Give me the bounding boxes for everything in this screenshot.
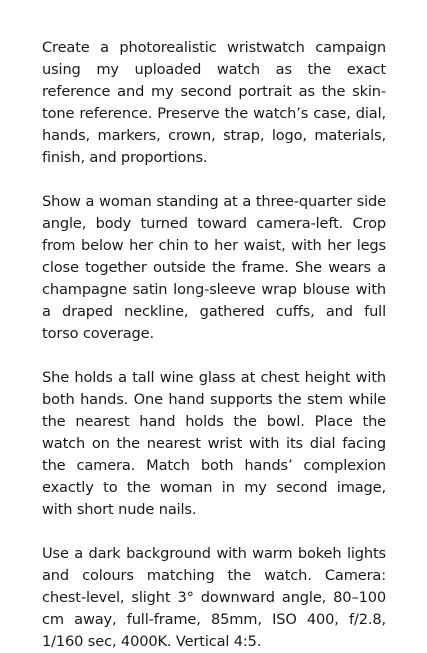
paragraph-hands-glass: She holds a tall wine glass at chest height with both hands. One hand supports the stem while the nearest hand holds the bowl. Place the watch on the nearest wrist with its dial facing the camera. Match both hands’ complexion exactly to the woman in my second image, with short nude nails. [42,369,386,518]
paragraph-model-pose: Show a woman standing at a three-quarter side angle, body turned toward camera-left. Crop from below her chin to her waist, with her legs close together outside the frame. She wears a champagne satin long-sleeve wrap blouse with a draped neckline, gathered cuffs, and full torso coverage. [42,193,386,342]
paragraph-watch-reference: Create a photorealistic wristwatch campaign using my uploaded watch as the exact reference and my second portrait as the skin-tone reference. Preserve the watch’s case, dial, hands, markers, crown, strap, logo, materials, finish, and proportions. [42,39,386,166]
paragraph-camera-settings: Use a dark background with warm bokeh lights and colours matching the watch. Camera: chest-level, slight 3° downward angle, 80–100 cm away, full-frame, 85mm, ISO 400, f/2.8, 1/160 sec, 4000K. Vertical 4:5. [42,545,386,650]
prompt-text-block [42,37,386,653]
